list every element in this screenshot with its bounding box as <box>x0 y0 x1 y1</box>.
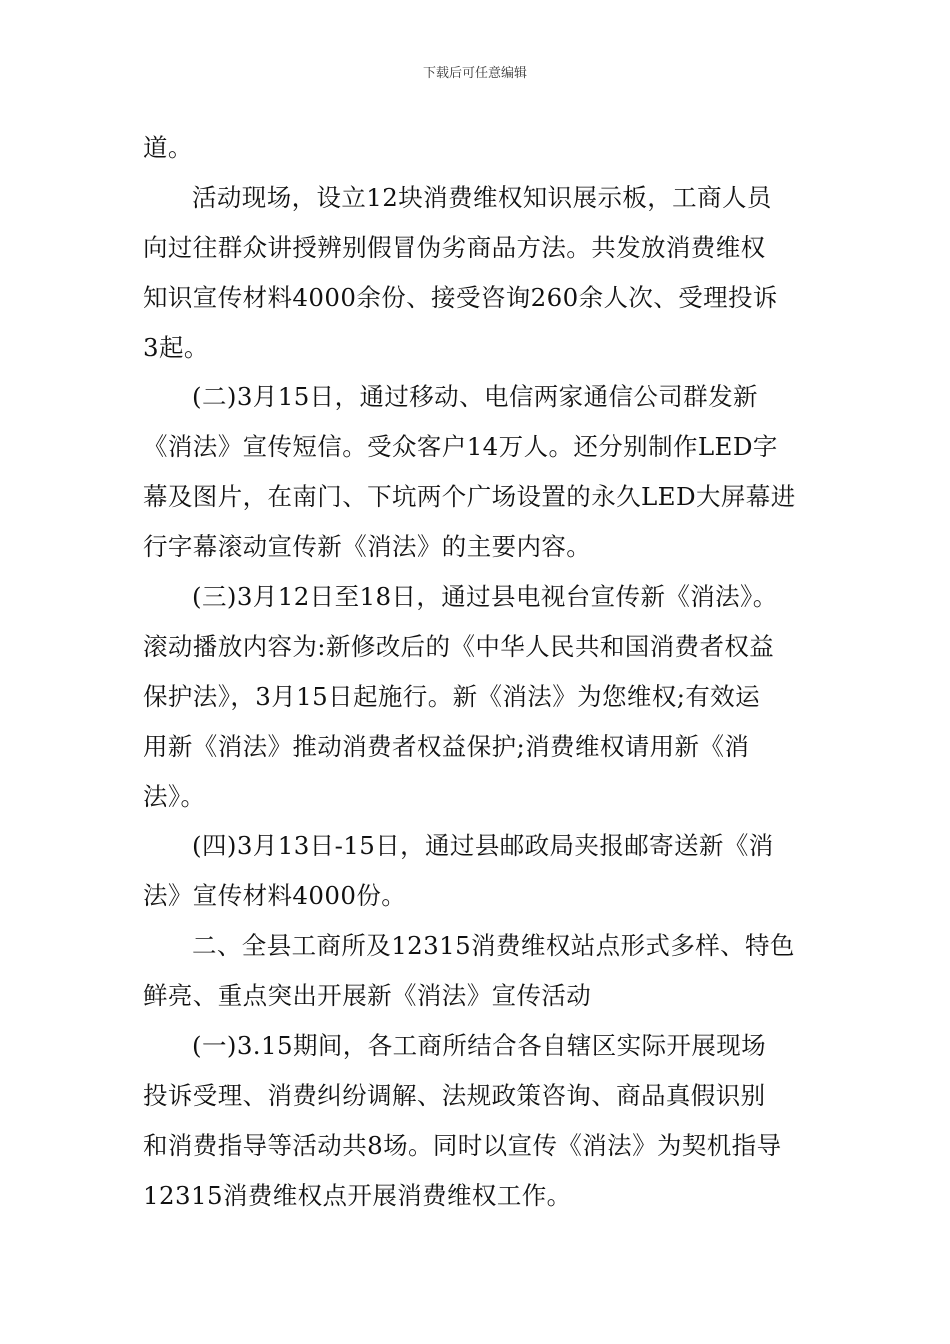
text-line: 道。 <box>143 133 193 162</box>
text-line: 二、全县工商所及12315消费维权站点形式多样、特色 <box>192 931 795 961</box>
text-line: 法》。 <box>143 781 206 811</box>
text-line: 鲜亮、重点突出开展新《消法》宣传活动 <box>143 981 592 1011</box>
text-line: (一)3.15期间，各工商所结合各自辖区实际开展现场 <box>192 1031 767 1061</box>
text-line: (二)3月15日，通过移动、电信两家通信公司群发新 <box>192 382 758 412</box>
text-line: 法》宣传材料4000份。 <box>143 881 407 911</box>
text-line: (四)3月13日-15日，通过县邮政局夹报邮寄送新《消 <box>192 831 774 861</box>
text-line: 滚动播放内容为:新修改后的《中华人民共和国消费者权益 <box>143 631 775 661</box>
text-line: 和消费指导等活动共8场。同时以宣传《消法》为契机指导 <box>143 1130 782 1160</box>
text-line: 保护法》，3月15日起施行。新《消法》为您维权;有效运 <box>143 681 761 711</box>
text-line: 《消法》宣传短信。受众客户14万人。还分别制作LED字 <box>143 432 778 462</box>
text-line: 知识宣传材料4000余份、接受咨询260余人次、受理投诉 <box>143 282 778 312</box>
document-body <box>143 123 808 1221</box>
text-line: (三)3月12日至18日，通过县电视台宣传新《消法》。 <box>192 582 778 612</box>
text-line: 12315消费维权点开展消费维权工作。 <box>143 1180 572 1210</box>
text-line: 向过往群众讲授辨别假冒伪劣商品方法。共发放消费维权 <box>143 232 766 262</box>
text-line: 投诉受理、消费纠纷调解、法规政策咨询、商品真假识别 <box>143 1080 766 1110</box>
text-line: 用新《消法》推动消费者权益保护;消费维权请用新《消 <box>143 731 750 761</box>
text-line: 3起。 <box>143 332 209 362</box>
text-line: 活动现场，设立12块消费维权知识展示板，工商人员 <box>192 182 772 212</box>
page-header: 下载后可任意编辑 <box>422 66 527 81</box>
text-line: 幕及图片，在南门、下坑两个广场设置的永久LED大屏幕进 <box>143 482 796 512</box>
text-line: 行字幕滚动宣传新《消法》的主要内容。 <box>143 532 592 562</box>
